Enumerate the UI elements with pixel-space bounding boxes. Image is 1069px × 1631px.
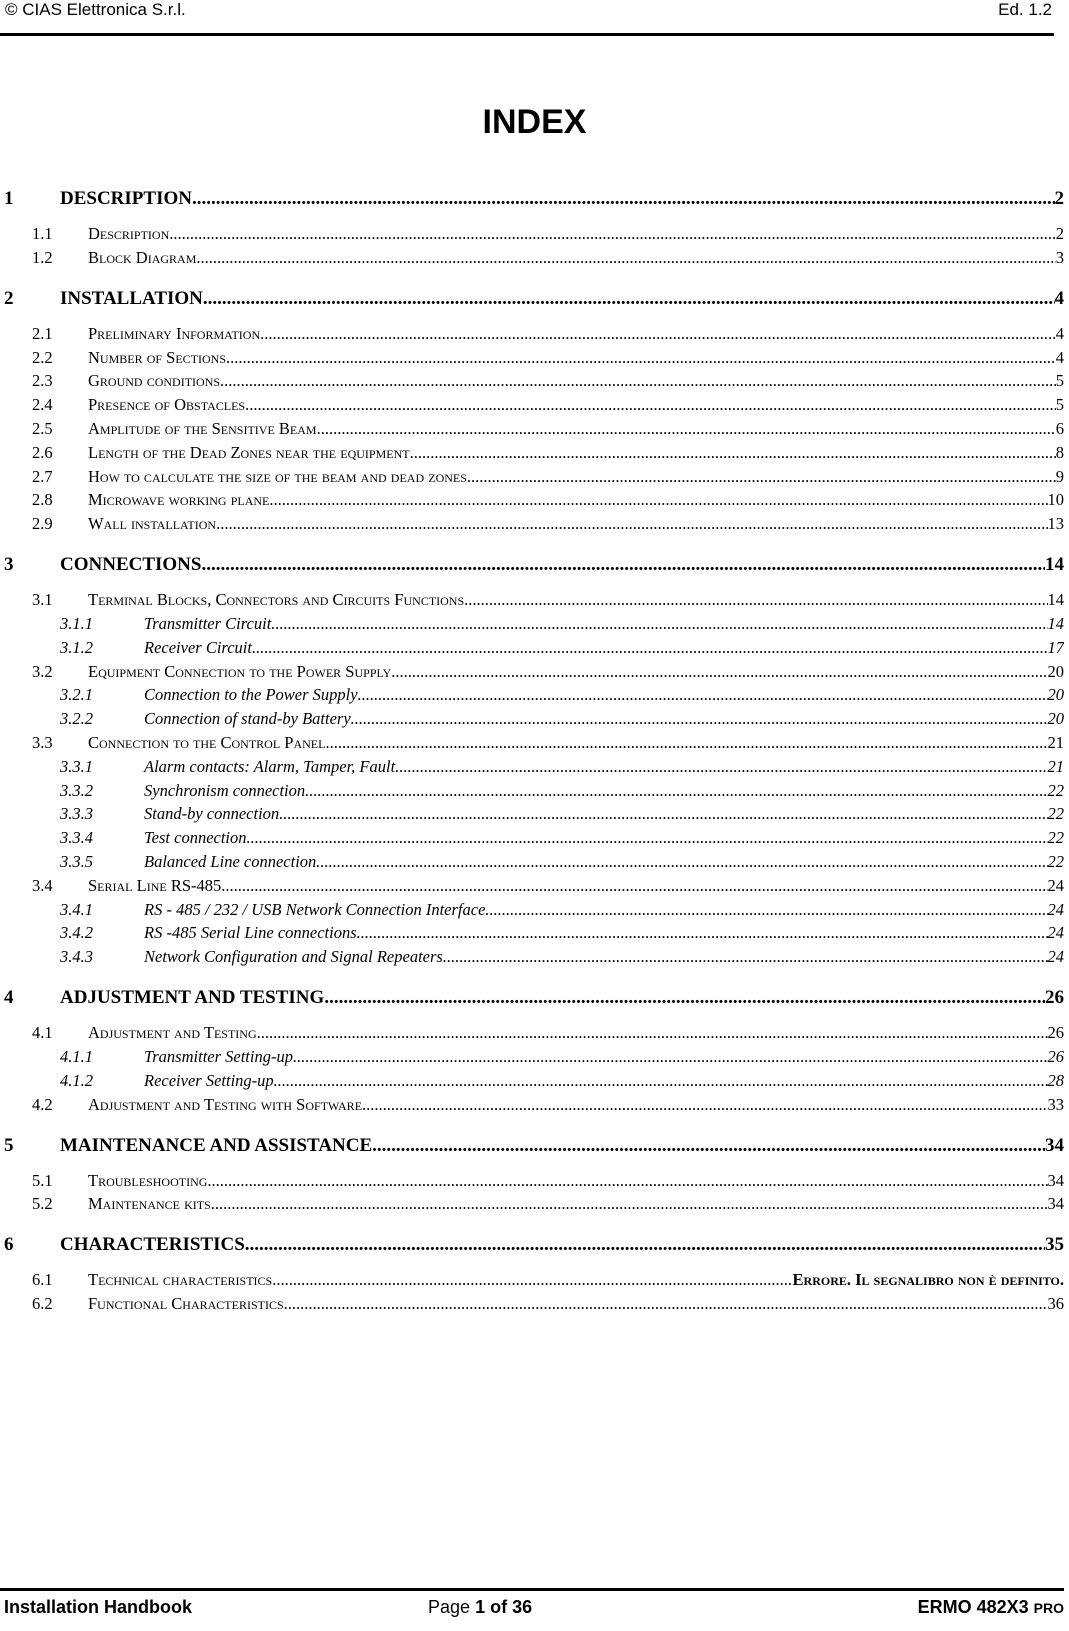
toc-entry[interactable] — [32, 662, 1064, 682]
toc-leader-dots — [169, 224, 1055, 244]
toc-entry[interactable] — [60, 852, 1064, 872]
toc-entry-number: 3.4.2 — [60, 923, 93, 943]
product-name: ERMO 482X3 PRO — [917, 1597, 1064, 1617]
toc-entry[interactable] — [32, 733, 1064, 753]
toc-entry-title: How to calculate the size of the beam and dead zones — [88, 466, 467, 486]
toc-entry-page: 5 — [1055, 371, 1064, 391]
toc-entry-title: Troubleshooting — [88, 1170, 208, 1190]
toc-entry-number: 2.1 — [32, 323, 53, 343]
toc-entry[interactable] — [32, 467, 1064, 487]
toc-leader-dots — [269, 490, 1047, 510]
toc-leader-dots — [357, 923, 1048, 943]
toc-entry-title: CONNECTIONS — [60, 554, 202, 576]
toc-entry-title: Adjustment and Testing with Software — [88, 1094, 363, 1114]
toc-entry-number: 5 — [4, 1134, 14, 1156]
toc-entry-page: 14 — [1047, 614, 1064, 633]
toc-entry-page: 4 — [1055, 347, 1064, 367]
toc-entry-page: 5 — [1055, 395, 1064, 415]
toc-entry-title: Functional Characteristics — [88, 1294, 284, 1314]
toc-entry[interactable] — [4, 188, 1064, 210]
toc-leader-dots — [201, 554, 1045, 576]
toc-entry[interactable] — [60, 900, 1064, 920]
toc-entry[interactable] — [4, 554, 1064, 576]
toc-entry-number: 3.2.2 — [60, 709, 93, 729]
toc-entry-page: 24 — [1047, 875, 1064, 895]
toc-entry-number: 2.7 — [32, 466, 53, 486]
toc-entry-title: Transmitter Circuit — [144, 614, 272, 633]
toc-leader-dots — [467, 467, 1056, 487]
toc-leader-dots — [485, 900, 1047, 920]
toc-entry-title: Receiver Setting-up — [144, 1070, 274, 1090]
toc-leader-dots — [351, 709, 1048, 729]
toc-entry-number: 2.5 — [32, 419, 53, 438]
toc-entry-title: Amplitude of the Sensitive Beam — [88, 419, 317, 438]
toc-entry-number: 3.3.4 — [60, 828, 93, 848]
toc-entry-title: Maintenance kits — [88, 1194, 211, 1214]
toc-entry[interactable] — [32, 1095, 1064, 1115]
toc-entry-title: Connection to the Control Panel — [88, 733, 326, 752]
toc-entry[interactable] — [32, 514, 1064, 534]
toc-entry[interactable] — [32, 1023, 1064, 1043]
toc-entry-title: Description — [88, 224, 170, 243]
toc-leader-dots — [316, 852, 1047, 872]
toc-entry-number: 3.4 — [32, 875, 53, 895]
toc-entry-title: Ground conditions — [88, 371, 221, 391]
toc-entry-number: 4.1.1 — [60, 1047, 93, 1066]
toc-entry-page: 10 — [1047, 490, 1064, 510]
toc-entry[interactable] — [4, 987, 1064, 1009]
toc-entry-page: 13 — [1047, 514, 1064, 534]
toc-entry-title: Synchronism connection — [144, 780, 306, 800]
edition-label: Ed. 1.2 — [998, 0, 1052, 19]
toc-entry-title: Stand-by connection — [144, 804, 280, 824]
page-number: Page 1 of 36 — [428, 1597, 533, 1617]
toc-leader-dots — [358, 685, 1048, 705]
toc-entry-number: 2.2 — [32, 347, 53, 367]
toc-entry-number: 2.3 — [32, 371, 53, 391]
toc-entry[interactable] — [32, 1171, 1064, 1191]
toc-entry-number: 1.2 — [32, 247, 53, 267]
toc-entry-page: 4 — [1055, 323, 1064, 343]
toc-entry-page: 22 — [1047, 852, 1064, 871]
toc-leader-dots — [410, 443, 1056, 463]
toc-entry[interactable] — [60, 614, 1064, 634]
toc-entry-page: 9 — [1055, 466, 1064, 486]
toc-entry[interactable] — [60, 1071, 1064, 1091]
toc-entry-number: 4.1.2 — [60, 1070, 93, 1090]
toc-entry[interactable] — [60, 804, 1064, 824]
toc-entry-title: Length of the Dead Zones near the equipment — [88, 442, 410, 462]
page-header — [0, 0, 1054, 36]
toc-entry-page: 24 — [1047, 947, 1064, 967]
toc-entry[interactable] — [32, 371, 1064, 391]
toc-entry-title: Test connection — [144, 828, 247, 848]
toc-leader-dots — [272, 1270, 792, 1290]
toc-entry-number: 3.4.1 — [60, 899, 93, 919]
toc-entry-title: Wall installation — [88, 514, 217, 534]
toc-leader-dots — [372, 1135, 1045, 1157]
toc-entry-page: 20 — [1047, 685, 1064, 705]
toc-leader-dots — [192, 188, 1055, 210]
toc-entry-title: Microwave working plane — [88, 490, 270, 510]
toc-entry-title: Technical characteristics — [88, 1270, 273, 1290]
toc-entry-page: 26 — [1047, 1047, 1064, 1066]
toc-leader-dots — [196, 248, 1055, 268]
toc-entry-page: Errore. Il segnalibro non è definito. — [792, 1270, 1064, 1290]
toc-entry-number: 3.1 — [32, 590, 53, 610]
toc-entry-page: 28 — [1047, 1070, 1064, 1090]
toc-entry[interactable] — [60, 781, 1064, 801]
toc-leader-dots — [245, 395, 1056, 415]
toc-leader-dots — [247, 828, 1048, 848]
toc-entry-page: 22 — [1047, 804, 1064, 824]
toc-entry-page: 22 — [1047, 828, 1064, 848]
toc-entry-title: Block Diagram — [88, 247, 197, 267]
toc-entry[interactable] — [32, 490, 1064, 510]
toc-entry-number: 4.1 — [32, 1023, 53, 1043]
toc-leader-dots — [284, 1294, 1048, 1314]
toc-entry-number: 3.1.1 — [60, 614, 93, 633]
toc-entry-page: 34 — [1047, 1194, 1064, 1214]
toc-entry-page: 34 — [1045, 1134, 1064, 1156]
toc-entry-number: 2.9 — [32, 514, 53, 534]
toc-leader-dots — [324, 987, 1045, 1009]
toc-leader-dots — [203, 288, 1055, 310]
toc-leader-dots — [211, 1194, 1048, 1214]
toc-entry-title: Adjustment and Testing — [88, 1023, 257, 1043]
toc-entry-page: 34 — [1047, 1170, 1064, 1190]
toc-entry[interactable] — [32, 1294, 1064, 1314]
toc-entry[interactable] — [32, 248, 1064, 268]
toc-entry-page: 6 — [1055, 419, 1064, 438]
toc-entry-title: Serial Line RS-485 — [88, 875, 222, 895]
toc-entry[interactable] — [60, 638, 1064, 658]
toc-entry-title: INSTALLATION — [60, 287, 203, 309]
page-title: INDEX — [482, 103, 587, 141]
toc-entry[interactable] — [32, 324, 1064, 344]
toc-entry-page: 14 — [1045, 554, 1064, 576]
toc-entry-number: 4 — [4, 987, 14, 1009]
toc-leader-dots — [274, 1071, 1048, 1091]
toc-entry[interactable] — [60, 685, 1064, 705]
toc-entry-number: 3.3 — [32, 733, 53, 752]
toc-entry[interactable] — [32, 443, 1064, 463]
toc-entry-title: DESCRIPTION — [60, 188, 192, 209]
toc-entry-title: RS -485 Serial Line connections — [144, 923, 357, 943]
toc-entry[interactable] — [32, 590, 1064, 610]
toc-leader-dots — [279, 804, 1047, 824]
toc-entry-page: 20 — [1047, 709, 1064, 729]
toc-entry-number: 5.2 — [32, 1194, 53, 1214]
toc-entry-page: 14 — [1047, 590, 1064, 610]
toc-entry-page: 3 — [1055, 247, 1064, 267]
toc-leader-dots — [207, 1171, 1047, 1191]
toc-entry-title: Equipment Connection to the Power Supply — [88, 661, 392, 681]
toc-entry-page: 36 — [1047, 1294, 1064, 1314]
toc-entry-number: 2.4 — [32, 395, 53, 415]
toc-entry-title: Alarm contacts: Alarm, Tamper, Fault — [144, 756, 396, 776]
toc-leader-dots — [245, 1234, 1045, 1256]
toc-leader-dots — [271, 614, 1047, 634]
toc-entry[interactable] — [60, 757, 1064, 777]
toc-entry[interactable] — [60, 828, 1064, 848]
handbook-label: Installation Handbook — [4, 1597, 193, 1617]
toc-entry-page: 2 — [1055, 224, 1064, 243]
toc-entry-title: MAINTENANCE AND ASSISTANCE — [60, 1134, 373, 1156]
toc-entry-number: 2.8 — [32, 490, 53, 510]
toc-leader-dots — [252, 638, 1048, 658]
toc-entry-number: 6 — [4, 1234, 14, 1256]
toc-entry-number: 1.1 — [32, 224, 53, 243]
toc-entry-number: 3 — [4, 554, 14, 576]
toc-entry-title: Connection to the Power Supply — [144, 685, 358, 705]
toc-entry-number: 3.3.3 — [60, 804, 93, 824]
toc-entry-number: 4.2 — [32, 1094, 53, 1114]
toc-leader-dots — [257, 1023, 1048, 1043]
toc-entry-title: Preliminary Information — [88, 323, 261, 343]
toc-entry[interactable] — [32, 419, 1064, 439]
toc-entry-page: 2 — [1054, 188, 1064, 209]
toc-leader-dots — [260, 324, 1056, 344]
toc-entry[interactable] — [32, 876, 1064, 896]
toc-entry-title: ADJUSTMENT AND TESTING — [60, 987, 325, 1009]
toc-entry[interactable] — [4, 288, 1064, 310]
toc-entry-page: 26 — [1047, 1023, 1064, 1043]
toc-entry-number: 2.6 — [32, 442, 53, 462]
toc-entry-number: 3.2.1 — [60, 685, 93, 705]
toc-entry-number: 3.3.2 — [60, 780, 93, 800]
toc-entry-number: 3.2 — [32, 661, 53, 681]
toc-entry-title: Receiver Circuit — [144, 637, 252, 657]
toc-entry-page: 24 — [1047, 923, 1064, 943]
toc-leader-dots — [395, 757, 1047, 777]
toc-entry-page: 26 — [1045, 987, 1064, 1009]
toc-entry[interactable] — [60, 1047, 1064, 1067]
toc-entry-page: 17 — [1047, 637, 1064, 657]
toc-entry[interactable] — [32, 1194, 1064, 1214]
toc-entry-page: 35 — [1045, 1234, 1064, 1256]
toc-entry-title: Connection of stand-by Battery — [144, 709, 351, 729]
toc-leader-dots — [443, 947, 1048, 967]
toc-entry-title: CHARACTERISTICS — [60, 1234, 245, 1256]
toc-entry-title: Number of Sections — [88, 347, 227, 367]
toc-entry-page: 33 — [1047, 1094, 1064, 1114]
toc-entry-page: 22 — [1047, 780, 1064, 800]
toc-entry-page: 24 — [1047, 899, 1064, 919]
toc-entry-number: 3.4.3 — [60, 947, 93, 967]
toc-entry[interactable] — [60, 923, 1064, 943]
toc-leader-dots — [464, 590, 1047, 610]
toc-leader-dots — [220, 371, 1056, 391]
toc-entry-number: 3.1.2 — [60, 637, 93, 657]
toc-entry-number: 6.2 — [32, 1294, 53, 1314]
toc-entry-title: Presence of Obstacles — [88, 395, 246, 415]
toc-leader-dots — [293, 1047, 1048, 1067]
toc-entry-number: 2 — [4, 287, 14, 309]
toc-entry-page: 21 — [1047, 756, 1064, 776]
toc-entry-title: RS - 485 / 232 / USB Network Connection Interface — [144, 899, 486, 919]
toc-entry-number: 3.3.5 — [60, 852, 93, 871]
toc-entry-page: 21 — [1047, 733, 1064, 752]
toc-leader-dots — [226, 348, 1056, 368]
page-footer — [0, 1588, 1064, 1631]
toc-leader-dots — [325, 733, 1047, 753]
toc-entry[interactable] — [32, 1270, 1064, 1290]
toc-entry[interactable] — [32, 224, 1064, 244]
toc-leader-dots — [362, 1095, 1047, 1115]
toc-leader-dots — [391, 662, 1047, 682]
toc-entry[interactable] — [60, 709, 1064, 729]
toc-entry-number: 5.1 — [32, 1170, 53, 1190]
toc-entry-page: 4 — [1054, 287, 1064, 309]
toc-entry[interactable] — [4, 1135, 1064, 1157]
toc-entry-number: 6.1 — [32, 1270, 53, 1290]
toc-entry[interactable] — [32, 395, 1064, 415]
toc-entry-title: Terminal Blocks, Connectors and Circuits Functions — [88, 590, 465, 610]
toc-entry-title: Transmitter Setting-up — [144, 1047, 293, 1066]
toc-entry-number: 3.3.1 — [60, 756, 93, 776]
toc-leader-dots — [305, 781, 1047, 801]
toc-leader-dots — [317, 419, 1056, 439]
toc-entry-title: Network Configuration and Signal Repeaters — [144, 947, 443, 967]
toc-entry-title: Balanced Line connection — [144, 852, 317, 871]
toc-entry-page: 20 — [1047, 661, 1064, 681]
toc-leader-dots — [221, 876, 1047, 896]
toc-entry[interactable] — [60, 947, 1064, 967]
toc-entry-number: 1 — [4, 188, 14, 209]
toc-entry-page: 8 — [1055, 442, 1064, 462]
toc-leader-dots — [216, 514, 1047, 534]
toc-entry[interactable] — [4, 1234, 1064, 1256]
toc-entry[interactable] — [32, 348, 1064, 368]
company-name: © CIAS Elettronica S.r.l. — [5, 0, 186, 19]
